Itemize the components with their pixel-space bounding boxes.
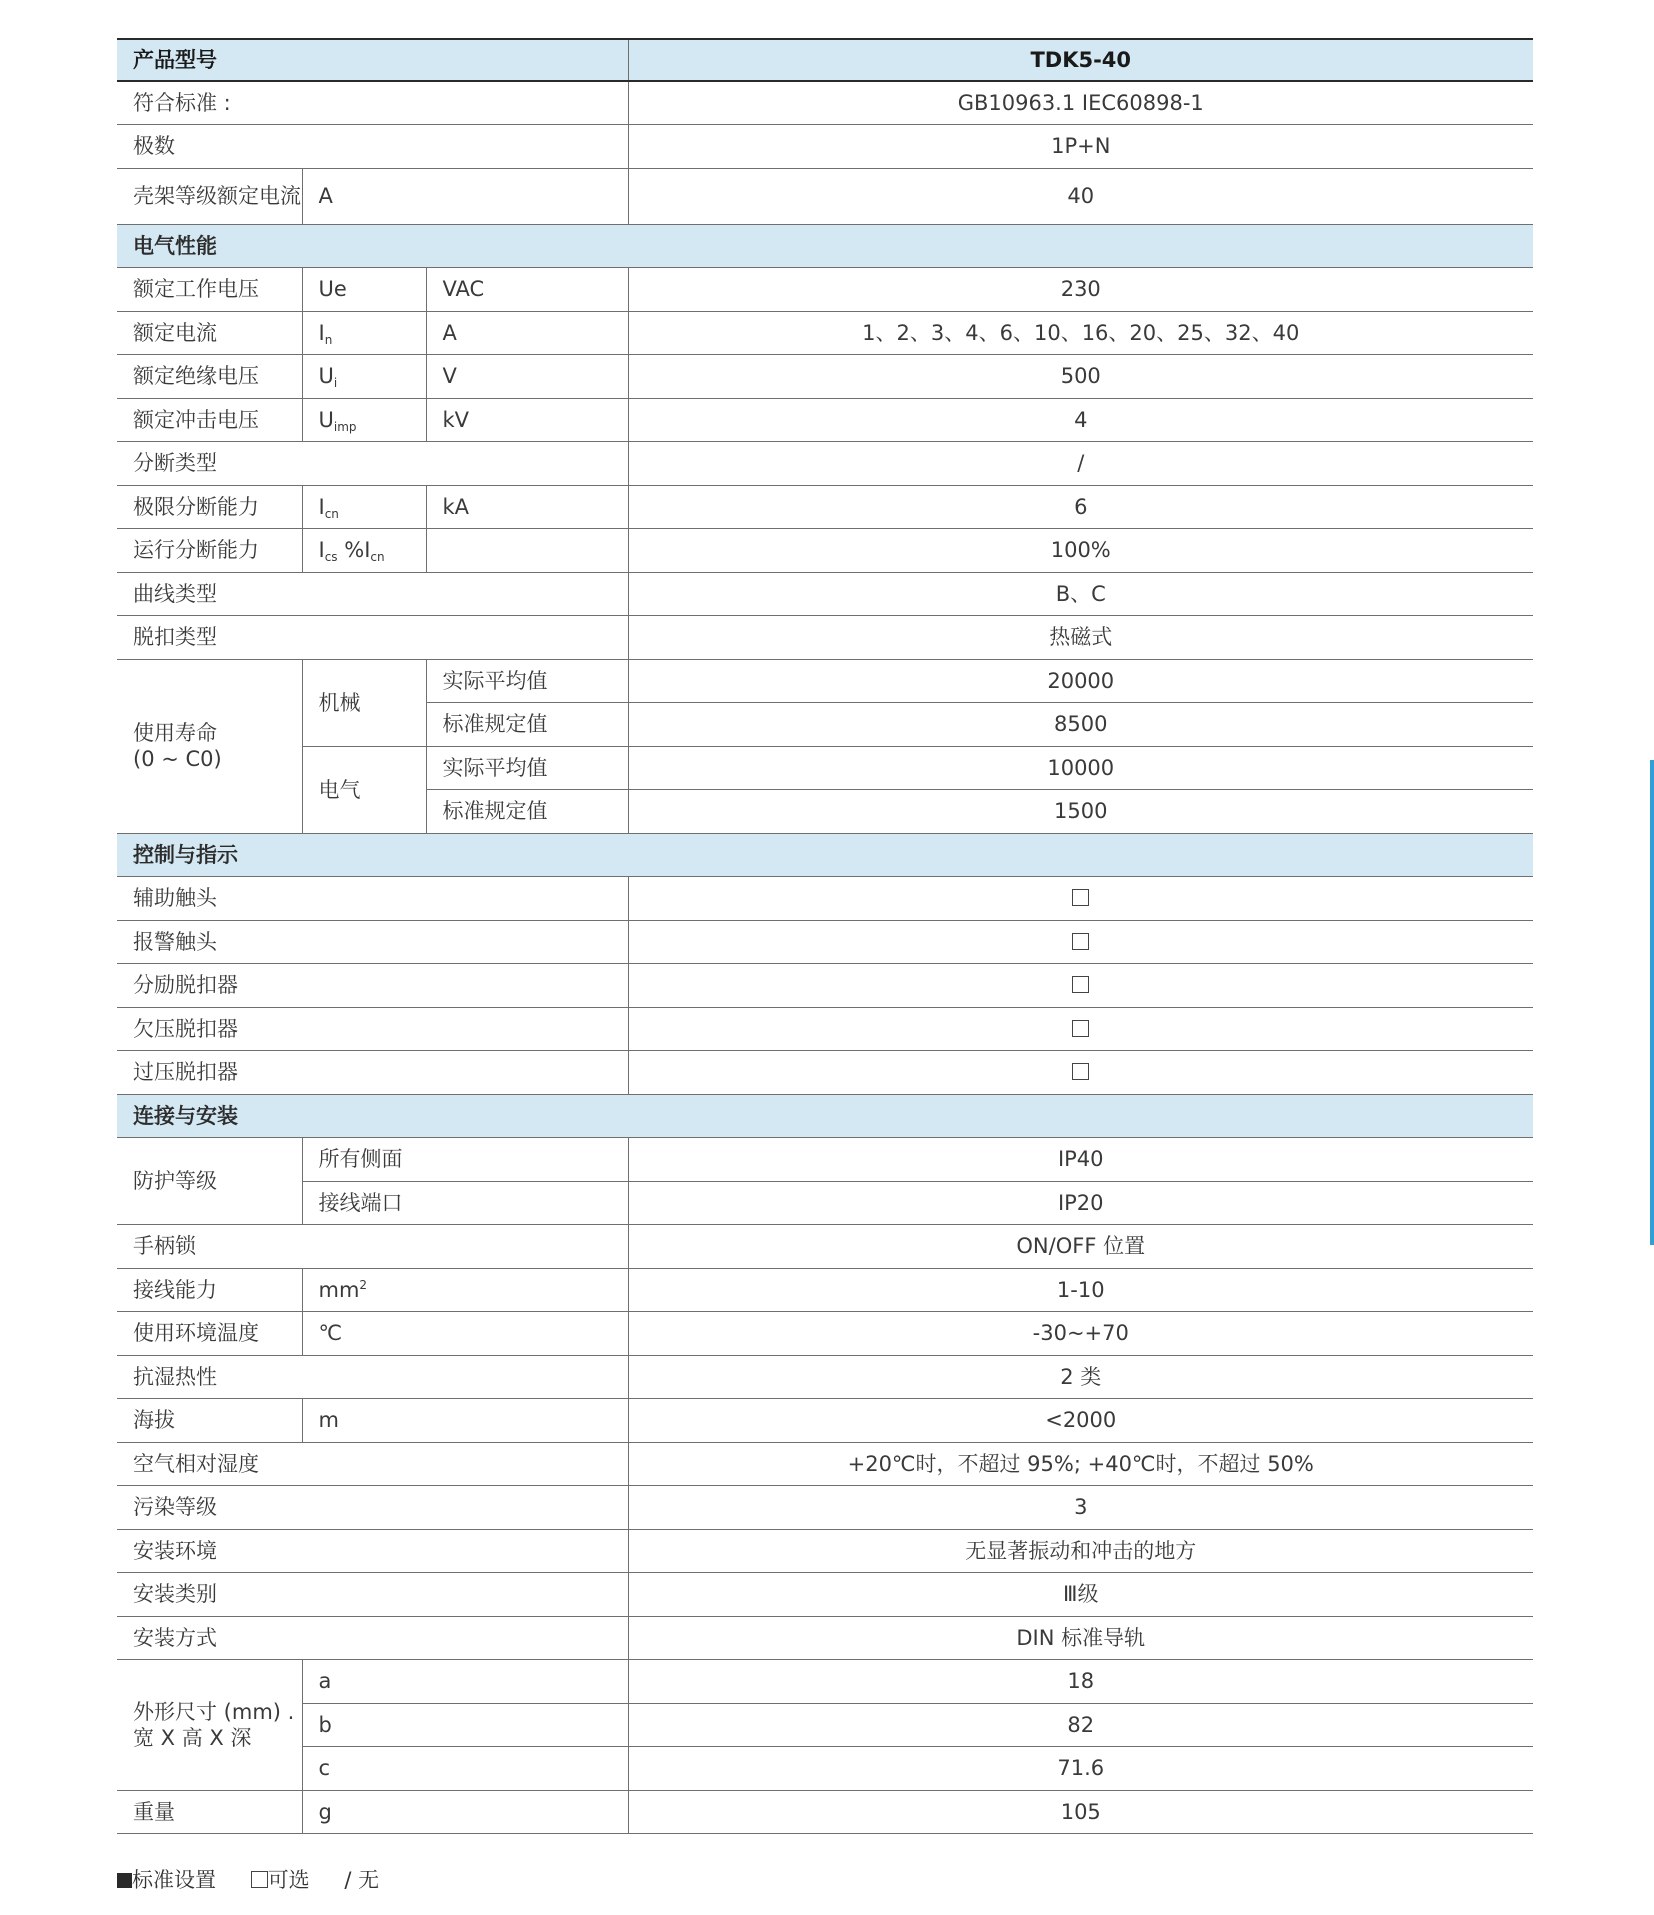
row-value: DIN 标准导轨 bbox=[628, 1616, 1533, 1659]
row-value: 100% bbox=[628, 528, 1533, 572]
row-value: 无显著振动和冲击的地方 bbox=[628, 1529, 1533, 1572]
row-unit: kV bbox=[426, 398, 628, 441]
empty-checkbox-icon bbox=[1072, 889, 1089, 906]
row-value: IP40 bbox=[628, 1137, 1533, 1181]
legend-optional-label: 可选 bbox=[267, 1868, 310, 1892]
table-row bbox=[117, 1485, 1533, 1529]
empty-checkbox-icon bbox=[251, 1871, 268, 1888]
table-row bbox=[117, 615, 1533, 659]
table-row bbox=[117, 1790, 1533, 1833]
row-label: 安装方式 bbox=[117, 1616, 628, 1659]
row-label: 额定电流 bbox=[117, 311, 302, 354]
row-label: 手柄锁 bbox=[117, 1224, 628, 1268]
row-value bbox=[628, 876, 1533, 920]
section-title: 控制与指示 bbox=[117, 833, 1533, 876]
row-label: 污染等级 bbox=[117, 1485, 628, 1529]
row-value bbox=[628, 920, 1533, 963]
row-unit: g bbox=[302, 1790, 628, 1833]
row-value bbox=[628, 1007, 1533, 1050]
empty-checkbox-icon bbox=[1072, 933, 1089, 950]
life-label bbox=[117, 659, 302, 833]
row-value: 71.6 bbox=[628, 1746, 1533, 1790]
dimensions-label-line1: 外形尺寸 (mm) . bbox=[133, 1699, 295, 1724]
empty-checkbox-icon bbox=[1072, 1063, 1089, 1080]
life-electrical-label: 电气 bbox=[302, 746, 426, 833]
symbol-main: I bbox=[318, 538, 325, 562]
row-label: 极数 bbox=[117, 124, 628, 168]
dimensions-label-line2: 宽 X 高 X 深 bbox=[133, 1725, 252, 1750]
row-unit: VAC bbox=[426, 267, 628, 311]
life-label-line1: 使用寿命 bbox=[133, 721, 217, 745]
row-label: 运行分断能力 bbox=[117, 528, 302, 572]
symbol-sub: cs bbox=[324, 550, 338, 564]
table-row bbox=[117, 1050, 1533, 1094]
unit-main: mm bbox=[318, 1277, 360, 1302]
section-title: 连接与安装 bbox=[117, 1094, 1533, 1137]
row-sublabel: 实际平均值 bbox=[426, 659, 628, 702]
legend-none bbox=[344, 1868, 379, 1892]
life-label-line2: (0 ~ C0) bbox=[133, 747, 222, 771]
row-label: 分励脱扣器 bbox=[117, 963, 628, 1007]
unit-sup: 2 bbox=[359, 1277, 368, 1292]
row-value: Ⅲ级 bbox=[628, 1572, 1533, 1616]
table-row bbox=[117, 1007, 1533, 1050]
legend-optional bbox=[251, 1868, 310, 1892]
table-row bbox=[117, 1137, 1533, 1181]
table-row bbox=[117, 124, 1533, 168]
table-row bbox=[117, 1268, 1533, 1311]
protection-label: 防护等级 bbox=[117, 1137, 302, 1224]
section-row bbox=[117, 1094, 1533, 1137]
table-row bbox=[117, 1181, 1533, 1224]
symbol-sub: cn bbox=[324, 506, 339, 521]
row-label: 额定工作电压 bbox=[117, 267, 302, 311]
table-row bbox=[117, 659, 1533, 702]
table-row bbox=[117, 1572, 1533, 1616]
row-label: 报警触头 bbox=[117, 920, 628, 963]
row-symbol bbox=[302, 354, 426, 398]
row-label: 壳架等级额定电流 bbox=[117, 168, 302, 224]
row-unit: A bbox=[426, 311, 628, 354]
row-value: 500 bbox=[628, 354, 1533, 398]
row-label: 辅助触头 bbox=[117, 876, 628, 920]
symbol-mid: %I bbox=[344, 538, 371, 562]
row-value: / bbox=[628, 441, 1533, 485]
row-label: 抗湿热性 bbox=[117, 1355, 628, 1398]
dimensions-label bbox=[117, 1659, 302, 1790]
spec-table bbox=[117, 38, 1533, 1834]
row-value: 4 bbox=[628, 398, 1533, 441]
table-row bbox=[117, 876, 1533, 920]
row-value: -30~+70 bbox=[628, 1311, 1533, 1355]
header-label: 产品型号 bbox=[117, 39, 628, 81]
row-label: 额定绝缘电压 bbox=[117, 354, 302, 398]
table-row bbox=[117, 1442, 1533, 1485]
table-row bbox=[117, 1659, 1533, 1703]
table-row bbox=[117, 1616, 1533, 1659]
table-row bbox=[117, 572, 1533, 615]
life-mechanical-label: 机械 bbox=[302, 659, 426, 746]
table-row bbox=[117, 1355, 1533, 1398]
row-symbol bbox=[302, 398, 426, 441]
accent-bar bbox=[1650, 760, 1654, 1245]
table-row bbox=[117, 398, 1533, 441]
filled-square-icon bbox=[117, 1873, 132, 1888]
row-value: 热磁式 bbox=[628, 615, 1533, 659]
symbol-main: I bbox=[318, 494, 325, 519]
row-label: 符合标准 : bbox=[117, 81, 628, 124]
table-row bbox=[117, 354, 1533, 398]
section-row bbox=[117, 224, 1533, 267]
table-row bbox=[117, 1703, 1533, 1746]
row-sublabel: 接线端口 bbox=[302, 1181, 628, 1224]
table-row bbox=[117, 1529, 1533, 1572]
row-value: ON/OFF 位置 bbox=[628, 1224, 1533, 1268]
row-label: 过压脱扣器 bbox=[117, 1050, 628, 1094]
row-sublabel: 标准规定值 bbox=[426, 789, 628, 833]
table-row bbox=[117, 746, 1533, 789]
row-label: 接线能力 bbox=[117, 1268, 302, 1311]
row-sublabel: 实际平均值 bbox=[426, 746, 628, 789]
row-value: IP20 bbox=[628, 1181, 1533, 1224]
empty-checkbox-icon bbox=[1072, 1020, 1089, 1037]
row-label: 曲线类型 bbox=[117, 572, 628, 615]
row-value: B、C bbox=[628, 572, 1533, 615]
symbol-main: U bbox=[318, 364, 334, 388]
row-value: 1-10 bbox=[628, 1268, 1533, 1311]
legend-none-symbol: / bbox=[344, 1868, 352, 1892]
row-value: GB10963.1 IEC60898-1 bbox=[628, 81, 1533, 124]
symbol-sub: cn bbox=[370, 550, 385, 564]
row-value: 6 bbox=[628, 485, 1533, 528]
legend-standard-label: 标准设置 bbox=[132, 1868, 216, 1892]
row-label: 脱扣类型 bbox=[117, 615, 628, 659]
row-unit: V bbox=[426, 354, 628, 398]
row-label: 重量 bbox=[117, 1790, 302, 1833]
section-title: 电气性能 bbox=[117, 224, 1533, 267]
row-value: 40 bbox=[628, 168, 1533, 224]
row-sublabel: a bbox=[302, 1659, 628, 1703]
row-value: <2000 bbox=[628, 1398, 1533, 1442]
row-symbol bbox=[302, 528, 426, 572]
table-row bbox=[117, 1224, 1533, 1268]
table-row bbox=[117, 1311, 1533, 1355]
row-label: 安装类别 bbox=[117, 1572, 628, 1616]
header-row bbox=[117, 39, 1533, 81]
table-row bbox=[117, 528, 1533, 572]
row-value: 230 bbox=[628, 267, 1533, 311]
row-label: 欠压脱扣器 bbox=[117, 1007, 628, 1050]
table-row bbox=[117, 311, 1533, 354]
row-label: 极限分断能力 bbox=[117, 485, 302, 528]
table-row bbox=[117, 963, 1533, 1007]
row-value: 3 bbox=[628, 1485, 1533, 1529]
row-value: 82 bbox=[628, 1703, 1533, 1746]
row-value: 20000 bbox=[628, 659, 1533, 702]
row-symbol bbox=[302, 485, 426, 528]
symbol-sub: i bbox=[333, 376, 338, 390]
row-unit bbox=[302, 1268, 628, 1311]
symbol-sub: n bbox=[324, 332, 333, 347]
row-label: 安装环境 bbox=[117, 1529, 628, 1572]
row-value: 1P+N bbox=[628, 124, 1533, 168]
table-row bbox=[117, 1746, 1533, 1790]
legend-standard bbox=[117, 1868, 216, 1892]
row-sublabel: 标准规定值 bbox=[426, 702, 628, 746]
row-value: 18 bbox=[628, 1659, 1533, 1703]
row-value: 1500 bbox=[628, 789, 1533, 833]
row-value: 2 类 bbox=[628, 1355, 1533, 1398]
row-value bbox=[628, 1050, 1533, 1094]
table-row bbox=[117, 920, 1533, 963]
row-sublabel: 所有侧面 bbox=[302, 1137, 628, 1181]
section-row bbox=[117, 833, 1533, 876]
row-symbol: Ue bbox=[302, 267, 426, 311]
row-unit: ℃ bbox=[302, 1311, 628, 1355]
row-unit: m bbox=[302, 1398, 628, 1442]
row-value bbox=[628, 963, 1533, 1007]
row-value: 1、2、3、4、6、10、16、20、25、32、40 bbox=[628, 311, 1533, 354]
row-value: 10000 bbox=[628, 746, 1533, 789]
row-label: 额定冲击电压 bbox=[117, 398, 302, 441]
table-row bbox=[117, 485, 1533, 528]
symbol-main: U bbox=[318, 407, 334, 432]
symbol-main: I bbox=[318, 320, 325, 345]
row-sublabel: c bbox=[302, 1746, 628, 1790]
model-name: TDK5-40 bbox=[628, 39, 1533, 81]
row-label: 海拔 bbox=[117, 1398, 302, 1442]
row-value: 105 bbox=[628, 1790, 1533, 1833]
row-label: 使用环境温度 bbox=[117, 1311, 302, 1355]
row-label: 分断类型 bbox=[117, 441, 628, 485]
row-value: 8500 bbox=[628, 702, 1533, 746]
table-row bbox=[117, 1398, 1533, 1442]
row-sublabel: b bbox=[302, 1703, 628, 1746]
row-unit: A bbox=[302, 168, 628, 224]
table-row bbox=[117, 81, 1533, 124]
row-unit bbox=[426, 528, 628, 572]
row-symbol bbox=[302, 311, 426, 354]
table-row bbox=[117, 441, 1533, 485]
legend bbox=[117, 1864, 407, 1894]
row-unit: kA bbox=[426, 485, 628, 528]
row-label: 空气相对湿度 bbox=[117, 1442, 628, 1485]
table-row bbox=[117, 267, 1533, 311]
table-row bbox=[117, 168, 1533, 224]
legend-none-label: 无 bbox=[358, 1868, 380, 1892]
row-value: +20℃时，不超过 95%; +40℃时，不超过 50% bbox=[628, 1442, 1533, 1485]
symbol-sub: imp bbox=[333, 419, 357, 434]
empty-checkbox-icon bbox=[1072, 976, 1089, 993]
